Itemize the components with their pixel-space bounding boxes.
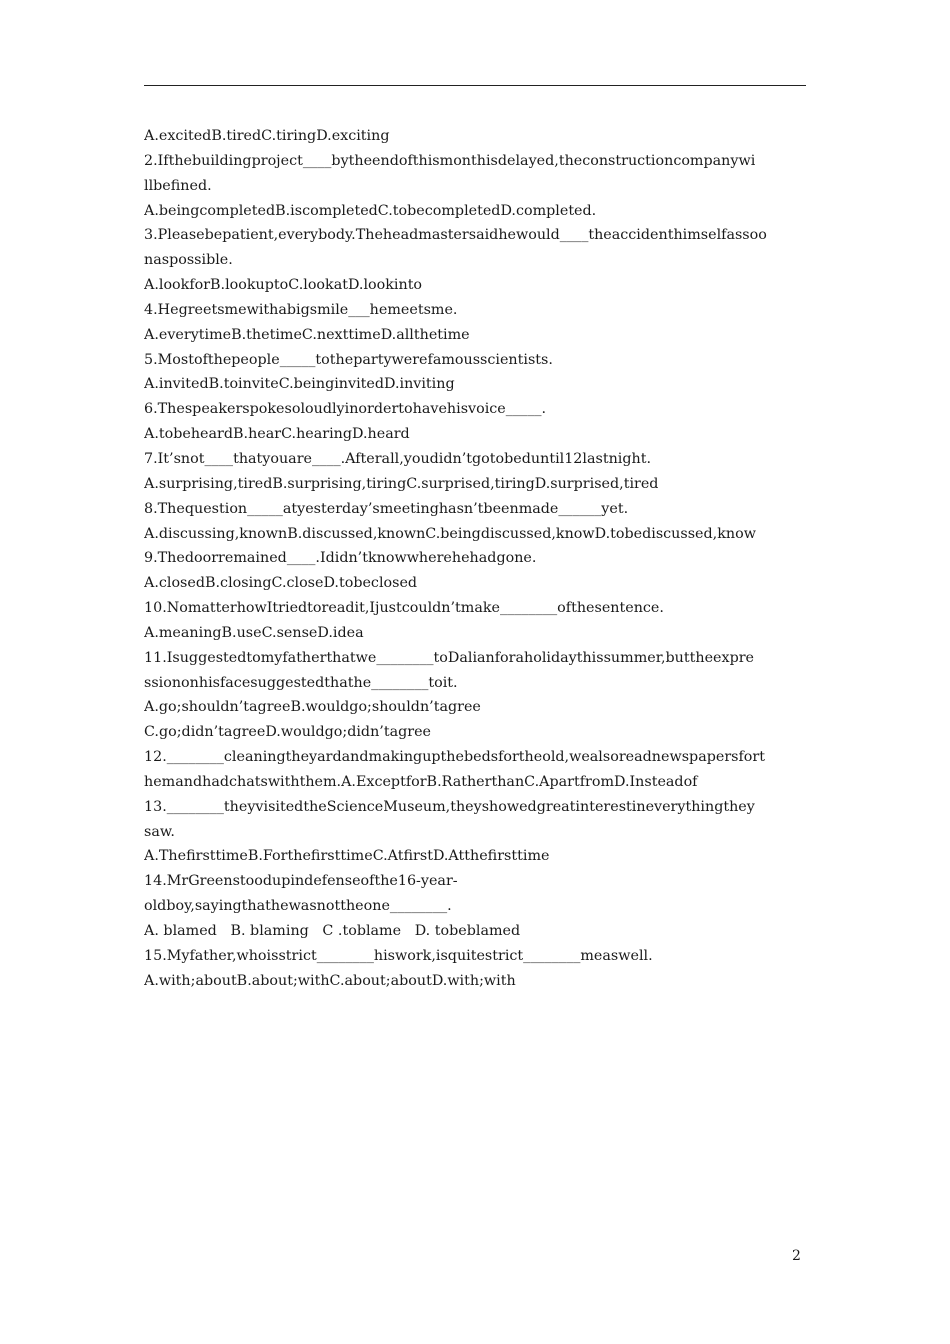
text-line: A.go;shouldn’tagreeB.wouldgo;shouldn’tagree	[144, 699, 481, 716]
exercise-text	[144, 124, 806, 994]
text-line: llbefined.	[144, 177, 212, 194]
text-line: 15.Myfather,whoisstrict________hiswork,isquitestrict________measwell.	[144, 947, 653, 964]
text-line: 14.MrGreenstoodupindefenseofthe16-year-	[144, 873, 458, 890]
text-line: A.meaningB.useC.senseD.idea	[144, 624, 364, 641]
text-line: 13.________theyvisitedtheScienceMuseum,theyshowedgreatinterestineverythingthey	[144, 798, 755, 815]
text-line: oldboy,sayingthathewasnottheone________.	[144, 898, 452, 915]
text-line: naspossible.	[144, 252, 233, 269]
text-line: hemandhadchatswiththem.A.ExceptforB.RatherthanC.ApartfromD.Insteadof	[144, 773, 698, 790]
text-line: A.tobeheardB.hearC.hearingD.heard	[144, 426, 410, 443]
text-line: C.go;didn’tagreeD.wouldgo;didn’tagree	[144, 724, 432, 741]
text-line: A.everytimeB.thetimeC.nexttimeD.allthetime	[144, 326, 470, 343]
text-line: A.closedB.closingC.closeD.tobeclosed	[144, 575, 418, 592]
text-line: A.surprising,tiredB.surprising,tiringC.surprised,tiringD.surprised,tired	[144, 475, 659, 492]
text-line: A.lookforB.lookuptoC.lookatD.lookinto	[144, 277, 423, 294]
text-line: 11.Isuggestedtomyfatherthatwe________toDalianforaholidaythissummer,buttheexpre	[144, 649, 755, 666]
text-line: 8.Thequestion_____atyesterday’smeetinghasn’tbeenmade______yet.	[144, 500, 629, 517]
text-line: 10.NomatterhowItriedtoreadit,Ijustcouldn’tmake________ofthesentence.	[144, 600, 664, 617]
text-line: A.invitedB.toinviteC.beinginvitedD.inviting	[144, 376, 455, 393]
page-number: 2	[792, 1248, 801, 1264]
text-line: 3.Pleasebepatient,everybody.Theheadmastersaidhewould____theaccidenthimselfassoo	[144, 227, 767, 244]
text-line: 6.Thespeakerspokesoloudlyinordertohavehisvoice_____.	[144, 401, 547, 418]
text-line: saw.	[144, 823, 175, 840]
text-line: 9.Thedoorremained____.Ididn’tknowwherehehadgone.	[144, 550, 537, 567]
text-line: A.excitedB.tiredC.tiringD.exciting	[144, 128, 390, 144]
text-line: A.ThefirsttimeB.ForthefirsttimeC.AtfirstD.Atthefirsttime	[144, 848, 550, 865]
text-line: 12.________cleaningtheyardandmakingupthebedsfortheold,wealsoreadnewspapersfort	[144, 749, 765, 766]
text-line: 2.Ifthebuildingproject____bytheendofthismonthisdelayed,theconstructioncompanywi	[144, 152, 756, 169]
text-line: ssiononhisfacesuggestedthathe________toit.	[144, 674, 458, 691]
text-line: 7.It’snot____thatyouare____.Afterall,youdidn’tgotobeduntil12lastnight.	[144, 450, 652, 467]
text-line: A.discussing,knownB.discussed,knownC.beingdiscussed,knowD.tobediscussed,know	[144, 525, 756, 542]
text-line: 5.Mostofthepeople_____tothepartywerefamousscientists.	[144, 351, 553, 368]
text-line: A.beingcompletedB.iscompletedC.tobecompletedD.completed.	[144, 202, 597, 219]
text-line: 4.Hegreetsmewithabigsmile___hemeetsme.	[144, 301, 458, 318]
text-line: A. blamed B. blaming C .toblame D. tobeblamed	[144, 923, 521, 939]
header-rule	[144, 85, 806, 86]
text-line: A.with;aboutB.about;withC.about;aboutD.with;with	[144, 972, 516, 989]
